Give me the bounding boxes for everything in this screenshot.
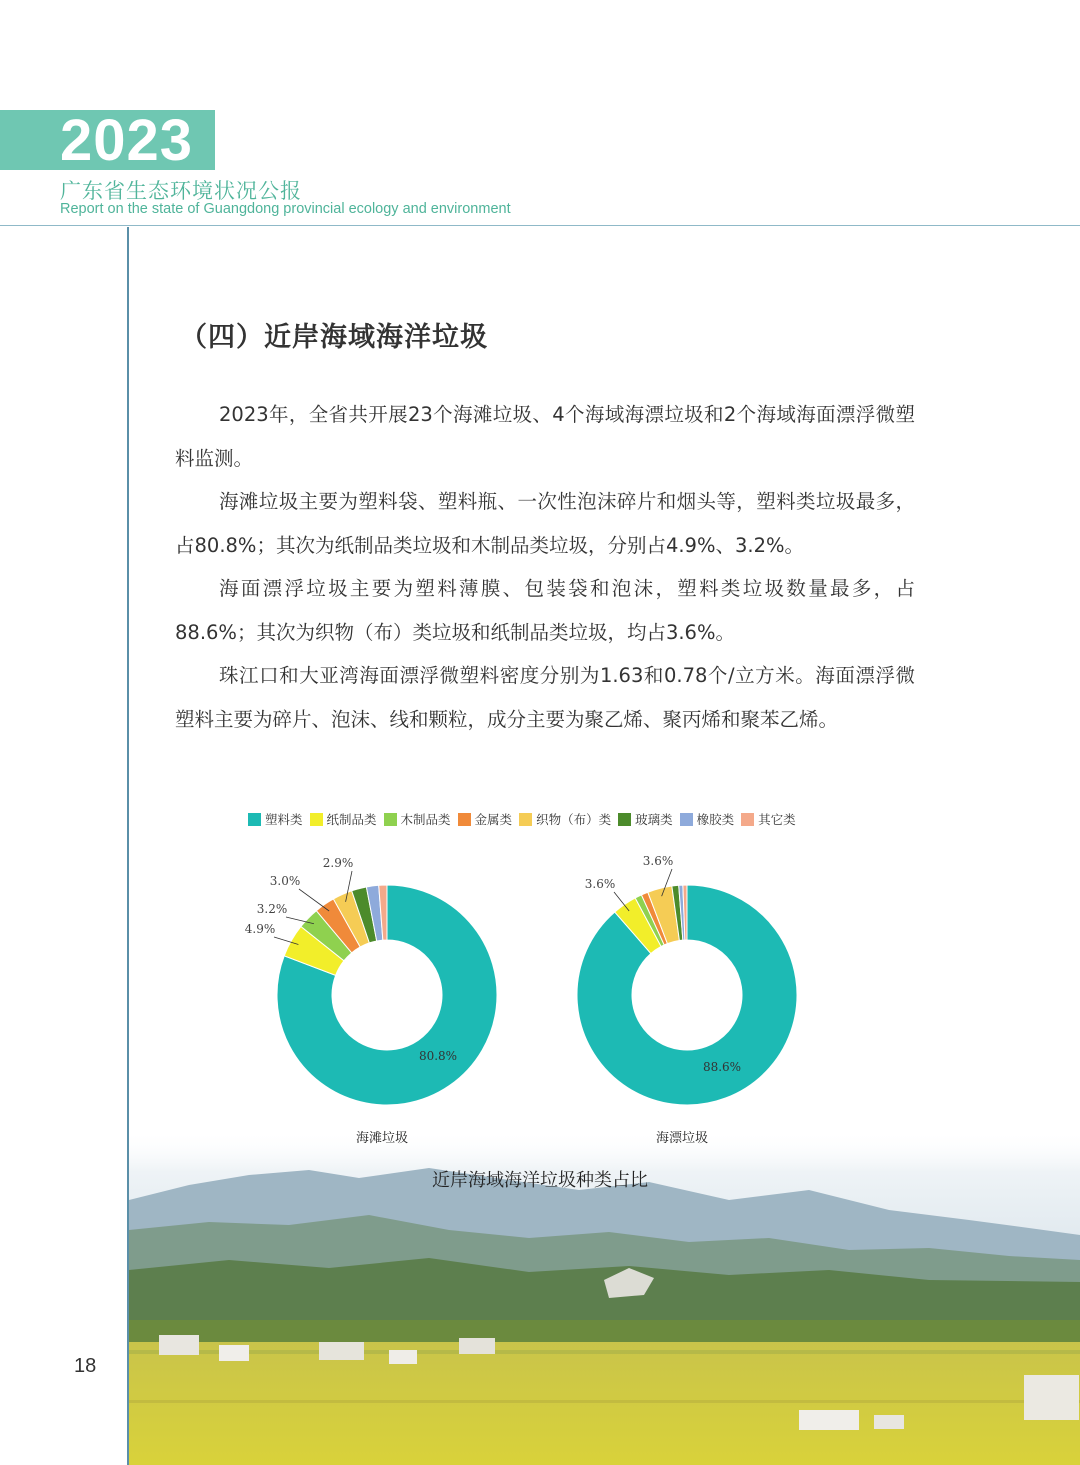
legend-label: 塑料类	[265, 812, 303, 827]
legend-swatch	[248, 813, 261, 826]
chart-name: 海漂垃圾	[655, 1131, 709, 1146]
leader-line	[299, 889, 329, 911]
header-divider	[0, 225, 1080, 226]
chart-name: 海滩垃圾	[355, 1131, 409, 1146]
chart-legend	[248, 810, 803, 828]
legend-swatch	[384, 813, 397, 826]
paragraph-1: 2023年，全省共开展23个海滩垃圾、4个海域海漂垃圾和2个海域海面漂浮微塑料监测。	[175, 403, 915, 470]
legend-swatch	[680, 813, 693, 826]
section-title: （四）近岸海域海洋垃圾	[180, 322, 488, 353]
slice-value-label: 3.2%	[256, 902, 288, 916]
legend-label: 其它类	[758, 812, 796, 827]
legend-item	[248, 810, 303, 828]
legend-label: 织物（布）类	[536, 812, 612, 827]
legend-label: 金属类	[474, 812, 513, 827]
page-number: 18	[74, 1355, 97, 1377]
paragraph-3: 海面漂浮垃圾主要为塑料薄膜、包装袋和泡沫，塑料类垃圾数量最多，占88.6%；其次为织物（布）类垃圾和纸制品类垃圾，均占3.6%。	[175, 577, 915, 644]
legend-swatch	[458, 813, 471, 826]
legend-item	[741, 810, 796, 828]
body-text	[175, 393, 915, 741]
legend-label: 木制品类	[400, 812, 451, 827]
legend-item	[310, 810, 377, 828]
legend-item	[519, 810, 611, 828]
slice-value-label: 4.9%	[244, 922, 276, 936]
report-year: 2023	[60, 108, 194, 173]
donut-charts	[200, 840, 920, 1200]
legend-item	[618, 810, 673, 828]
legend-label: 纸制品类	[326, 812, 377, 827]
legend-label: 玻璃类	[635, 812, 673, 827]
slice-value-label: 88.6%	[702, 1060, 742, 1074]
slice-value-label: 3.6%	[584, 877, 616, 891]
paragraph-2: 海滩垃圾主要为塑料袋、塑料瓶、一次性泡沫碎片和烟头等，塑料类垃圾最多，占80.8%；其次为纸制品类垃圾和木制品类垃圾，分别占4.9%、3.2%。	[175, 490, 915, 557]
legend-item	[680, 810, 735, 828]
legend-swatch	[741, 813, 754, 826]
chart-area	[200, 800, 920, 1200]
slice-value-label: 80.8%	[418, 1049, 458, 1063]
slice-value-label: 2.9%	[322, 856, 354, 870]
paragraph-4: 珠江口和大亚湾海面漂浮微塑料密度分别为1.63和0.78个/立方米。海面漂浮微塑料主要为碎片、泡沫、线和颗粒，成分主要为聚乙烯、聚丙烯和聚苯乙烯。	[175, 664, 915, 731]
legend-swatch	[519, 813, 532, 826]
slice-value-label: 3.6%	[642, 854, 674, 868]
legend-swatch	[618, 813, 631, 826]
report-title-en: Report on the state of Guangdong provincial ecology and environment	[60, 201, 511, 217]
chart-caption: 近岸海域海洋垃圾种类占比	[432, 1170, 648, 1191]
legend-item	[458, 810, 513, 828]
legend-label: 橡胶类	[696, 812, 735, 827]
report-title-cn: 广东省生态环境状况公报	[60, 179, 302, 203]
slice-value-label: 3.0%	[269, 874, 301, 888]
legend-item	[384, 810, 451, 828]
legend-swatch	[310, 813, 323, 826]
